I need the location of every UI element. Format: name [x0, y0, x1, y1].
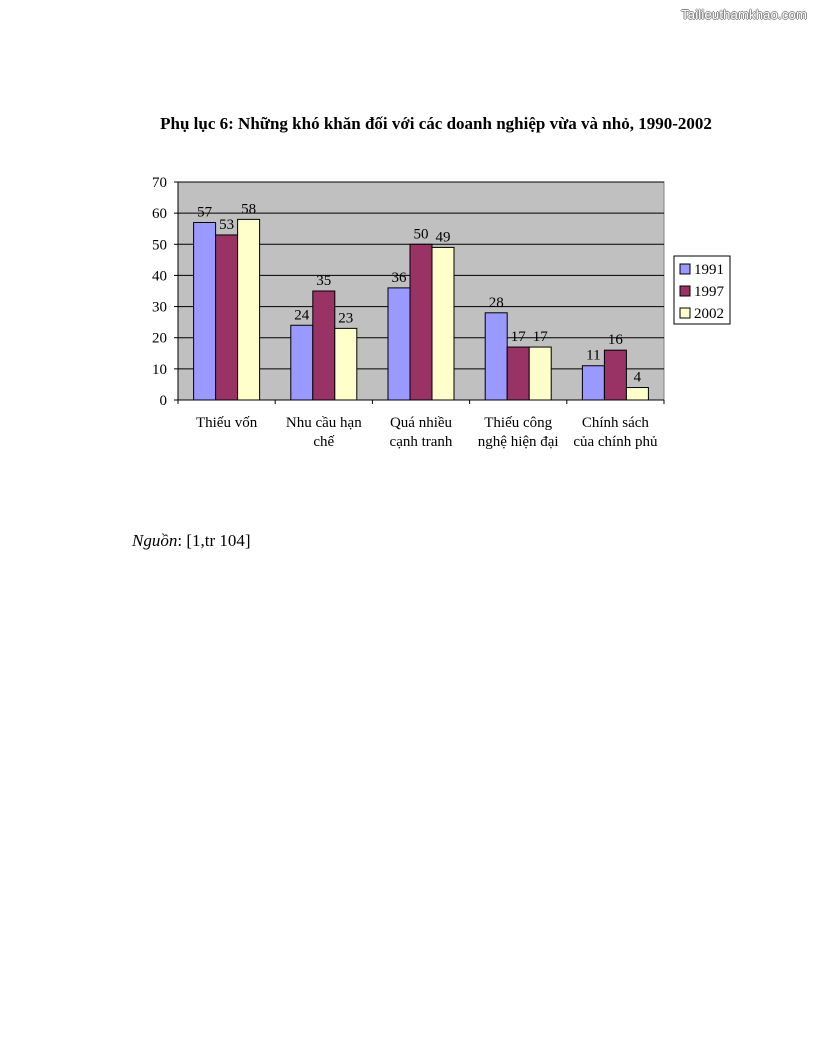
category-label: Quá nhiều — [389, 415, 453, 431]
data-label: 57 — [197, 204, 213, 221]
bar — [291, 325, 313, 400]
bar — [604, 350, 626, 400]
y-tick-label: 30 — [152, 299, 167, 316]
bar — [529, 347, 551, 400]
category-label: cạnh tranh — [389, 434, 453, 450]
legend-swatch — [680, 264, 690, 274]
bar — [507, 347, 529, 400]
bar — [582, 366, 604, 400]
bar — [626, 388, 648, 400]
data-label: 49 — [435, 229, 451, 246]
data-label: 36 — [391, 269, 407, 286]
bar — [388, 288, 410, 400]
y-tick-label: 50 — [152, 237, 167, 254]
data-label: 4 — [633, 369, 642, 386]
bar — [216, 235, 238, 400]
category-label: Nhu cầu hạn — [285, 415, 362, 431]
category-label: chế — [313, 434, 335, 450]
y-tick-label: 0 — [159, 393, 167, 409]
data-label: 53 — [219, 216, 235, 233]
y-tick-label: 70 — [152, 175, 167, 191]
category-label: Chính sách — [581, 415, 649, 431]
data-label: 17 — [510, 329, 526, 346]
figure-title: Phụ lục 6: Những khó khăn đối với các doanh nghiệp vừa và nhỏ, 1990-2002 — [160, 114, 712, 133]
category-label: Thiếu vốn — [195, 415, 258, 431]
category-label: nghệ hiện đại — [477, 434, 559, 450]
category-label: của chính phủ — [573, 434, 658, 450]
y-tick-label: 40 — [152, 268, 167, 285]
legend-swatch — [680, 308, 690, 318]
bar — [313, 291, 335, 400]
data-label: 58 — [241, 201, 257, 218]
data-label: 24 — [294, 307, 310, 324]
data-label: 16 — [607, 332, 623, 349]
y-tick-label: 20 — [152, 330, 167, 347]
source-note — [132, 531, 251, 551]
data-label: 17 — [532, 329, 548, 346]
y-tick-label: 10 — [152, 361, 167, 378]
legend-swatch — [680, 286, 690, 296]
data-label: 23 — [338, 310, 354, 327]
bar-chart — [0, 0, 816, 470]
data-label: 50 — [413, 226, 429, 243]
bar — [432, 247, 454, 400]
source-text: : [1,tr 104] — [177, 531, 251, 550]
category-label: Thiếu công — [484, 415, 553, 431]
legend-label: 1991 — [694, 262, 724, 278]
bar — [410, 244, 432, 400]
y-tick-label: 60 — [152, 206, 167, 223]
source-label: Nguồn — [132, 531, 178, 550]
data-label: 28 — [488, 294, 504, 311]
legend-label: 2002 — [694, 306, 724, 322]
watermark: Tailieuthamkhao.com — [681, 7, 807, 22]
legend-label: 1997 — [694, 284, 724, 300]
bar — [238, 219, 260, 400]
bar — [335, 328, 357, 400]
data-label: 35 — [316, 273, 332, 289]
bar — [485, 313, 507, 400]
data-label: 11 — [586, 347, 601, 364]
bar — [194, 222, 216, 400]
